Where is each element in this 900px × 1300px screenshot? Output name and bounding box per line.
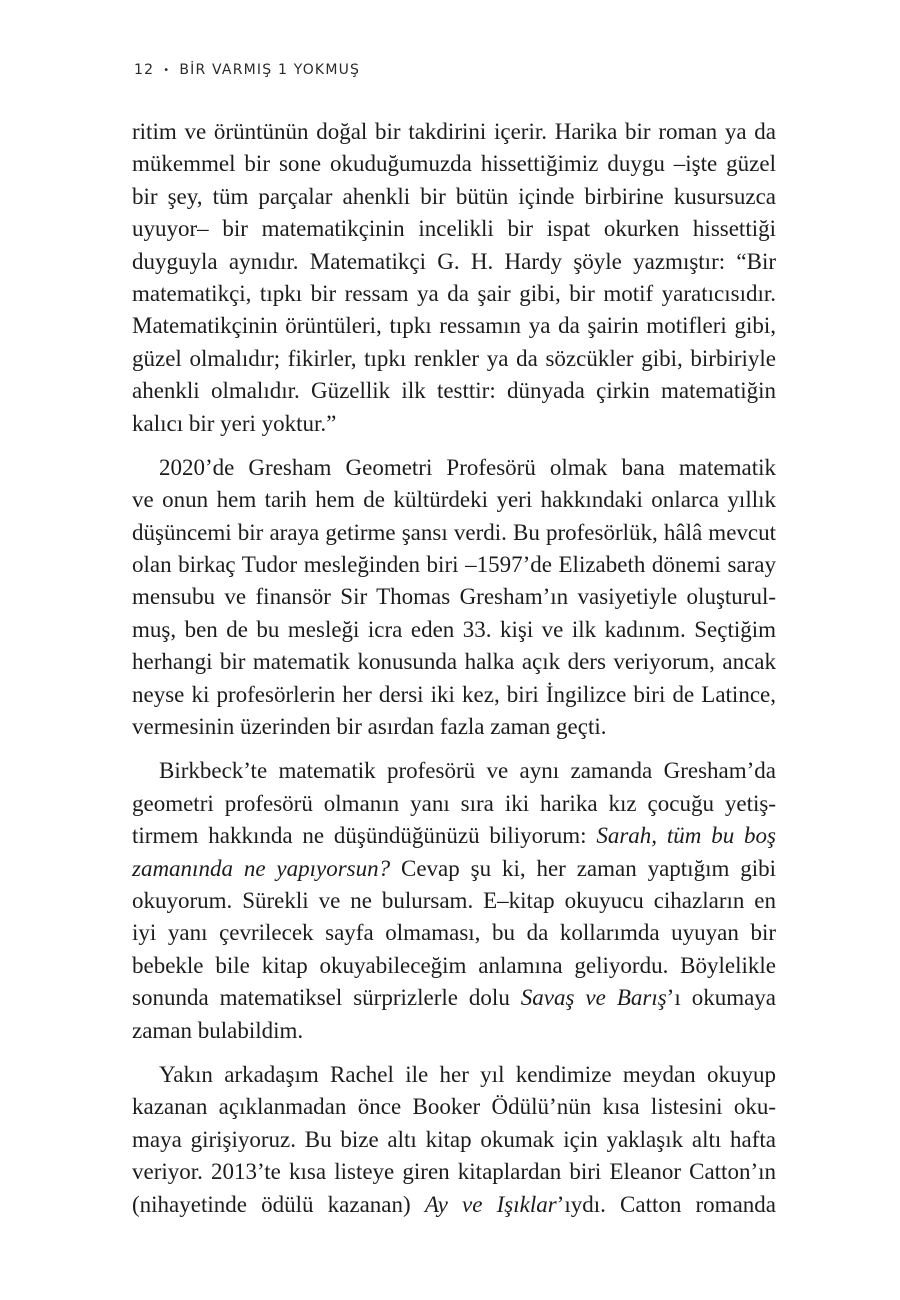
paragraph-gap [132,440,776,452]
text-line: vermesinin üzerinden bir asırdan fazla zaman geçti. [132,714,607,740]
text-line: muş, ben de bu mesleği icra eden 33. kişi ve ilk kadınım. Seçtiğim [132,616,776,642]
header-separator: • [163,65,171,76]
text-line: kalıcı bir yeri yoktur.” [132,410,337,436]
text-line: neyse ki profesörlerin her dersi iki kez, biri İngilizce biri de Latince, [132,681,776,707]
paragraph [132,755,776,1047]
paragraph [132,1059,776,1221]
book-title-italic: Ay ve Işıklar [424,1191,557,1217]
text-line: kazanan açıklanmadan önce Booker Ödülü’nün kısa listesini oku- [132,1094,776,1120]
book-title-italic: Savaş ve Barış [520,985,667,1011]
text-line: okuyorum. Sürekli ve ne bulursam. E–kitap okuyucu cihazların en [132,887,776,913]
text-line: veriyor. 2013’te kısa listeye giren kitaplardan biri Eleanor Catton’ın [132,1159,776,1185]
text-line: ahenkli olmalıdır. Güzellik ilk testtir: dünyada çirkin matematiğin [132,378,776,404]
text-line: Birkbeck’te matematik profesörü ve aynı zamanda Gresham’da [159,758,776,784]
italic-text: Sarah, tüm bu boş [596,823,776,849]
text-line: duyguyla aynıdır. Matematikçi G. H. Hardy şöyle yazmıştır: “Bir [132,248,776,274]
text-line: (nihayetinde ödülü kazanan) Ay ve Işıklar’ıydı. Catton romanda [132,1191,776,1217]
running-head [134,62,360,78]
text-line: Matematikçinin örüntüleri, tıpkı ressamın ya da şairin motifleri gibi, [132,313,776,339]
text-line: geometri profesörü olmanın yanı sıra iki harika kız çocuğu yetiş- [132,790,776,816]
book-title: BİR VARMIŞ 1 YOKMUŞ [179,62,361,78]
text-line: 2020’de Gresham Geometri Profesörü olmak bana matematik [159,454,776,480]
text-line: ve onun hem tarih hem de kültürdeki yeri hakkındaki onlarca yıllık [132,487,776,513]
text-line: güzel olmalıdır; fikirler, tıpkı renkler ya da sözcükler gibi, birbiriyle [132,345,776,371]
page-number: 12 [134,62,155,78]
text-line: sonunda matematiksel sürprizlerle dolu Savaş ve Barış’ı okumaya [132,985,777,1011]
text-line: düşüncemi bir araya getirme şansı verdi. Bu profesörlük, hâlâ mevcut [132,519,776,545]
text-line: maya girişiyoruz. Bu bize altı kitap okumak için yaklaşık altı hafta [132,1126,776,1152]
text-line: ritim ve örüntünün doğal bir takdirini içerir. Harika bir roman ya da [132,119,776,144]
paragraph [132,452,776,744]
text-line: bir şey, tüm parçalar ahenkli bir bütün içinde birbirine kusursuzca [132,183,776,209]
text-line: zamanında ne yapıyorsun? Cevap şu ki, her zaman yaptığım gibi [132,855,777,881]
text-line: olan birkaç Tudor mesleğinden biri –1597’de Elizabeth dönemi saray [132,552,776,578]
paragraph-gap [132,743,776,755]
text-line: iyi yanı çevrilecek sayfa olmaması, bu da kollarımda uyuyan bir [132,920,776,946]
paragraph [132,116,776,440]
text-line: mensubu ve finansör Sir Thomas Gresham’ın vasiyetiyle oluşturul- [132,584,776,610]
text-line: bebekle bile kitap okuyabileceğim anlamına geliyordu. Böylelikle [132,952,776,978]
text-line: matematikçi, tıpkı bir ressam ya da şair gibi, bir motif yaratıcısıdır. [132,280,776,306]
text-line: Yakın arkadaşım Rachel ile her yıl kendimize meydan okuyup [159,1061,776,1087]
italic-text: zamanında ne yapıyorsun? [132,855,391,881]
paragraph-gap [132,1047,776,1059]
text-line: zaman bulabildim. [132,1017,304,1043]
body-text [132,116,776,1221]
text-line: uyuyor– bir matematikçinin incelikli bir ispat okurken hissettiği [132,216,776,242]
text-line: mükemmel bir sone okuduğumuzda hissettiğimiz duygu –işte güzel [132,151,776,177]
text-line: tirmem hakkında ne düşündüğünüzü biliyorum: Sarah, tüm bu boş [132,823,776,849]
text-line: herhangi bir matematik konusunda halka açık ders veriyorum, ancak [132,649,776,675]
